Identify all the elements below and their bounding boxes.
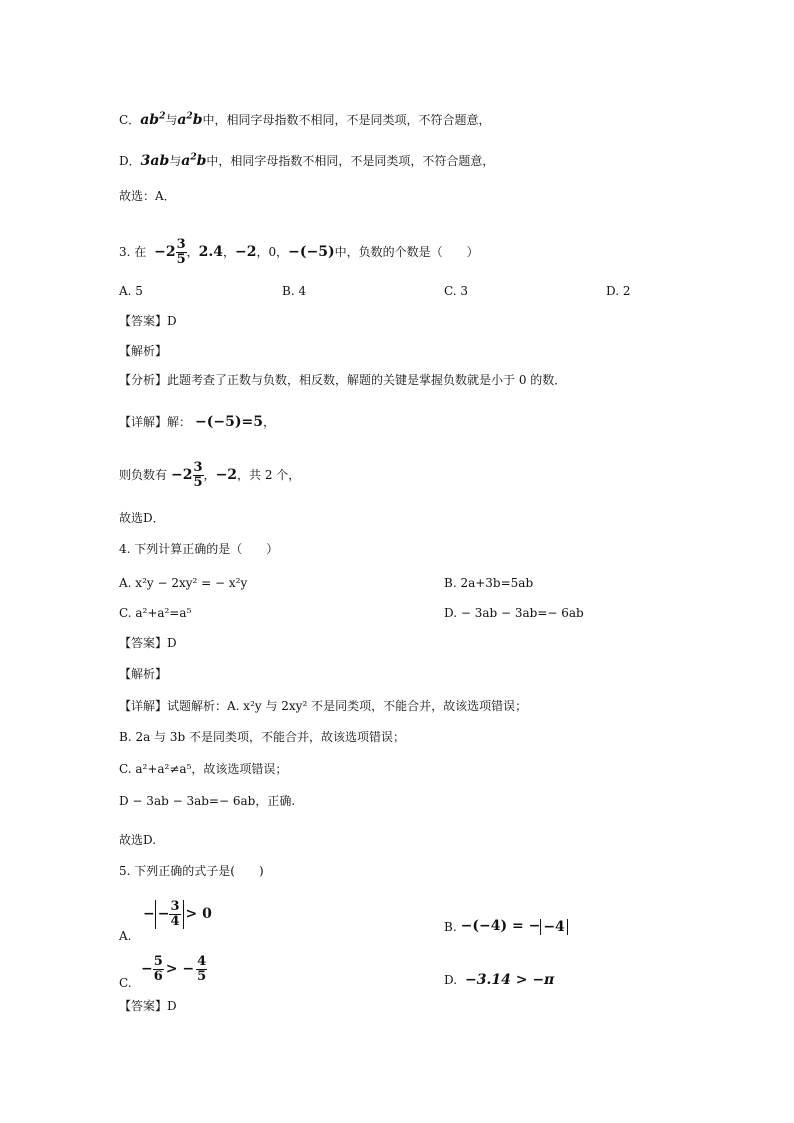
line-option-c (119, 112, 491, 128)
option-label: D． (119, 154, 141, 168)
q3-detail (119, 414, 275, 430)
math-expr: −3.14 > −π (465, 972, 555, 988)
sep: ， (223, 245, 236, 259)
choose-a: 故选：A． (119, 189, 176, 203)
q4-stem: 4. 下列计算正确的是（ ） (119, 542, 279, 556)
q4-option-c: C. a²+a²=a⁵ (119, 606, 192, 620)
word-with: 与 (165, 113, 178, 127)
neg-tail: ，共 2 个， (237, 468, 301, 482)
q3-option-c: C. 3 (444, 284, 469, 298)
q4-answer: 【答案】D (119, 636, 177, 650)
fraction-3-5: $\frac{3}{5}$ (193, 460, 203, 490)
sep: ， (203, 468, 216, 482)
q4-option-b: B. 2a+3b=5ab (444, 576, 534, 590)
value-neg-2: −2 (215, 467, 238, 483)
math-neg-neg-5: −(−5)=5 (195, 414, 263, 430)
math-frac-compare: − $\frac{5}{6}$ > − $\frac{4}{5}$ (141, 954, 207, 984)
option-label: B. (444, 919, 457, 934)
option-label: C. (119, 976, 132, 990)
mixed-whole: −2 (154, 244, 176, 260)
value-2-4: 2.4 (198, 244, 223, 260)
q3-option-a: A. 5 (119, 284, 143, 298)
q3-option-d: D. 2 (606, 284, 631, 298)
q4-detail-4: D − 3ab − 3ab=− 6ab，正确. (119, 794, 296, 808)
mixed-whole: −2 (171, 467, 193, 483)
sep: ， (186, 245, 199, 259)
q4-option-d: D. − 3ab − 3ab=− 6ab (444, 606, 584, 620)
sep: ，0， (256, 245, 289, 259)
math-3ab: 3ab (140, 153, 170, 169)
q3-number: 3. 在 (119, 245, 147, 259)
q4-detail-1: 【详解】试题解析：A. x²y 与 2xy² 不是同类项，不能合并，故该选项错误； (119, 699, 528, 713)
explanation-text: 中，相同字母指数不相同，不是同类项，不符合题意， (202, 113, 491, 127)
q4-option-a: A. x²y − 2xy² = − x²y (119, 576, 248, 590)
neg-prefix: 则负数有 (119, 468, 168, 482)
line-option-d (119, 153, 494, 169)
math-a2b: $a^2b$ (177, 111, 203, 128)
math-expr: −(−4) = − (460, 918, 541, 934)
q3-choose: 故选D． (119, 511, 165, 525)
q4-detail-2: B. 2a 与 3b 不是同类项，不能合并，故该选项错误； (119, 730, 405, 744)
math-abs: −4 (540, 919, 567, 935)
q4-analysis: 【解析】 (119, 667, 168, 681)
math-a2b: $a^2b$ (181, 152, 207, 169)
detail-prefix: 【详解】解： (119, 415, 192, 429)
q3-tail: 中，负数的个数是（ ） (334, 245, 479, 259)
value-neg-2: −2 (235, 244, 257, 260)
q3-option-b: B. 4 (282, 284, 307, 298)
option-label: A. (119, 929, 132, 943)
q5-stem: 5. 下列正确的式子是( ) (119, 864, 264, 878)
explanation-text: 中，相同字母指数不相同，不是同类项，不符合题意， (206, 154, 495, 168)
q4-choose: 故选D. (119, 833, 157, 847)
option-label: D. (444, 973, 458, 987)
sep: ， (262, 415, 275, 429)
q3-negatives (119, 455, 300, 495)
fraction-3-5: $\frac{3}{5}$ (176, 237, 186, 267)
word-with: 与 (169, 154, 182, 168)
q3-stem (119, 232, 479, 272)
q3-answer: 【答案】D (119, 314, 177, 328)
math-abs-fraction: − − $\frac{3}{4}$ > 0 (143, 899, 212, 929)
q5-option-d (444, 972, 554, 988)
q5-option-b (444, 918, 568, 935)
q4-detail-3: C. a²+a²≠a⁵，故该选项错误； (119, 762, 288, 776)
q3-fenxi: 【分析】此题考查了正数与负数，相反数，解题的关键是掌握负数就是小于 0 的数． (119, 373, 567, 387)
math-ab2: $ab^2$ (140, 111, 166, 128)
value-neg-neg-5: −(−5) (288, 244, 335, 260)
option-label: C． (119, 113, 141, 127)
q5-answer: 【答案】D (119, 999, 177, 1013)
q3-analysis: 【解析】 (119, 344, 168, 358)
